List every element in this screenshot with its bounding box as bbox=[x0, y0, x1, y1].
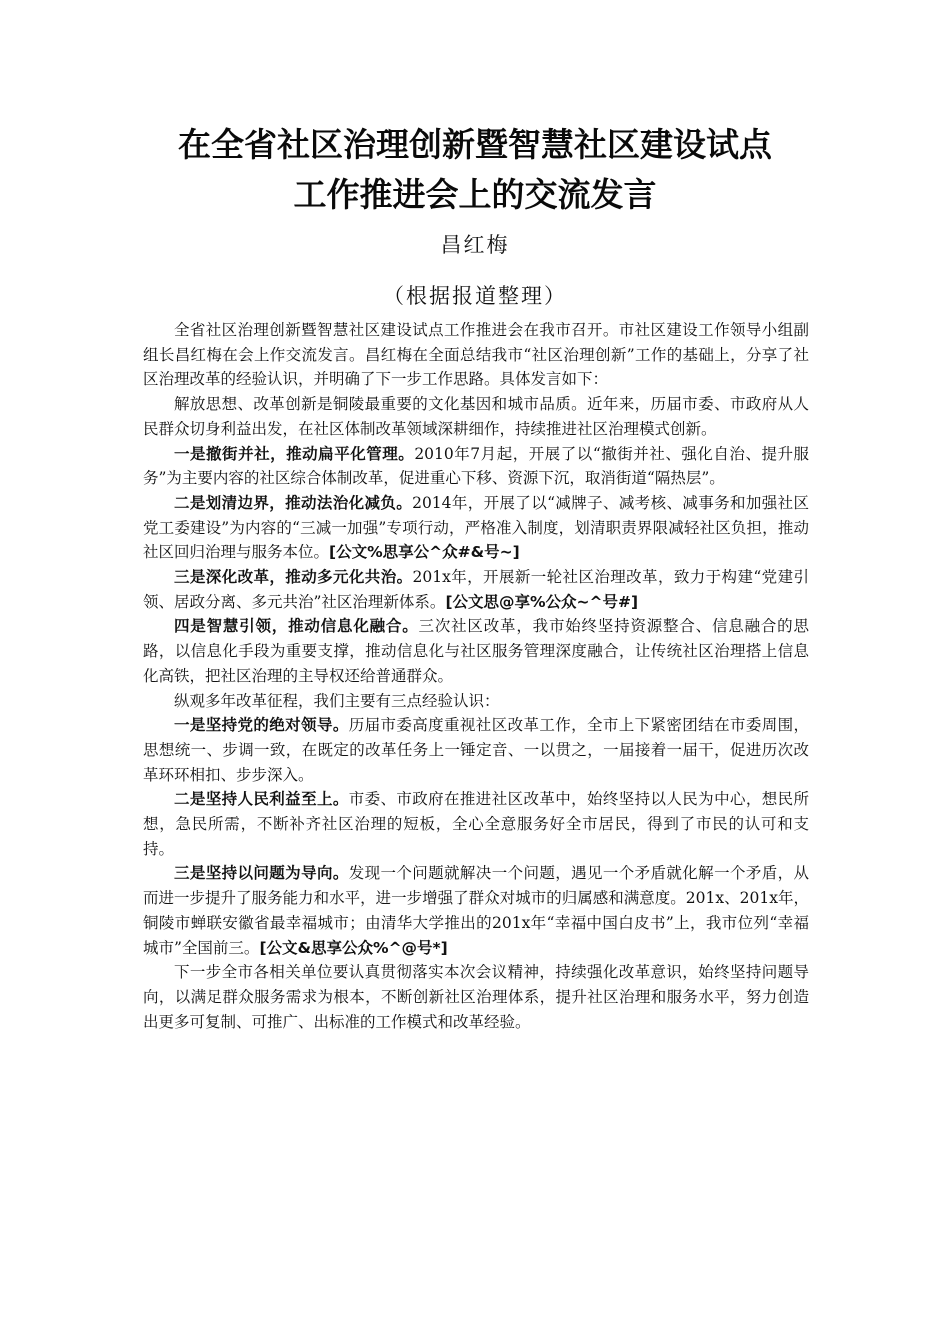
paragraph bbox=[143, 614, 809, 688]
paragraph-text: 历届市委高度重视社区改革工作，全市上下紧密团结在市委周围，思想统一、步调一致，在既定的改革任务上一锤定音、一以贯之，一届接着一届干，促进历次改革环环相扣、步步深入。 bbox=[143, 716, 809, 784]
paragraph-lead: 二是划清边界，推动法治化减负。 bbox=[174, 493, 413, 512]
paragraph bbox=[143, 318, 809, 392]
paragraph bbox=[143, 861, 809, 960]
paragraph-text: 2014年，开展了以“减牌子、减考核、减事务和加强社区党工委建设”为内容的“三减一加强”专项行动，严格准入制度，划清职责界限减轻社区负担，推动社区回归治理与服务本位。 bbox=[143, 493, 809, 562]
paragraph bbox=[143, 442, 809, 491]
author-name: 昌红梅 bbox=[440, 233, 510, 257]
document-title-line-2: 工作推进会上的交流发言 bbox=[293, 175, 657, 214]
source-note: （根据报道整理） bbox=[383, 284, 567, 308]
paragraph-text: 下一步全市各相关单位要认真贯彻落实本次会议精神，持续强化改革意识，始终坚持问题导向，以满足群众服务需求为根本，不断创新社区治理体系，提升社区治理和服务水平，努力创造出更多可复制、可推广、出标准的工作模式和改革经验。 bbox=[143, 963, 809, 1031]
paragraph-text: 市委、市政府在推进社区改革中，始终坚持以人民为中心，想民所想，急民所需，不断补齐社区治理的短板，全心全意服务好全市居民，得到了市民的认可和支持。 bbox=[143, 790, 809, 858]
watermark-tag: [公文思@享%公众~^号#] bbox=[445, 592, 639, 611]
paragraph-lead: 三是坚持以问题为导向。 bbox=[174, 864, 349, 883]
paragraph bbox=[143, 392, 809, 441]
paragraph bbox=[143, 689, 809, 714]
paragraph-text: 三次社区改革，我市始终坚持资源整合、信息融合的思路，以信息化手段为重要支撑，推动信息化与社区服务管理深度融合，让传统社区治理搭上信息化高铁，把社区治理的主导权还给普通群众。 bbox=[143, 617, 809, 685]
paragraph-text: 解放思想、改革创新是铜陵最重要的文化基因和城市品质。近年来，历届市委、市政府从人民群众切身利益出发，在社区体制改革领域深耕细作，持续推进社区治理模式创新。 bbox=[143, 395, 809, 438]
paragraph-lead: 四是智慧引领，推动信息化融合。 bbox=[174, 617, 419, 636]
paragraph-text: 全省社区治理创新暨智慧社区建设试点工作推进会在我市召开。市社区建设工作领导小组副组长昌红梅在会上作交流发言。昌红梅在全面总结我市“社区治理创新”工作的基础上，分享了社区治理改革的经验认识，并明确了下一步工作思路。具体发言如下： bbox=[143, 321, 809, 389]
watermark-tag: [公文&思享公众%^@号*] bbox=[259, 938, 448, 957]
paragraph-lead: 二是坚持人民利益至上。 bbox=[174, 790, 349, 809]
paragraph bbox=[143, 565, 809, 614]
paragraph bbox=[143, 960, 809, 1034]
paragraph-lead: 一是撤街并社，推动扁平化管理。 bbox=[174, 444, 415, 463]
paragraph-lead: 一是坚持党的绝对领导。 bbox=[174, 716, 349, 735]
paragraph bbox=[143, 713, 809, 787]
paragraph-text: 发现一个问题就解决一个问题，遇见一个矛盾就化解一个矛盾，从而进一步提升了服务能力和水平，进一步增强了群众对城市的归属感和满意度。201x、201x年，铜陵市蝉联安徽省最幸福城市；由清华大学推出的201x年“幸福中国白皮书”上，我市位列“幸福城市”全国前三。 bbox=[143, 864, 809, 957]
paragraph-text: 201x年，开展新一轮社区治理改革，致力于构建“党建引领、居政分离、多元共治”社区治理新体系。 bbox=[143, 568, 809, 611]
paragraph bbox=[143, 491, 809, 565]
watermark-tag: [公文%思享公^众#&号~] bbox=[329, 543, 520, 562]
paragraph-text: 纵观多年改革征程，我们主要有三点经验认识： bbox=[174, 691, 500, 710]
paragraph bbox=[143, 787, 809, 861]
paragraph-text: 2010年7月起，开展了以“撤街并社、强化自治、提升服务”为主要内容的社区综合体制改革，促进重心下移、资源下沉，取消街道“隔热层”。 bbox=[143, 444, 810, 488]
paragraph-lead: 三是深化改革，推动多元化共治。 bbox=[174, 568, 413, 587]
document-title-line-1: 在全省社区治理创新暨智慧社区建设试点 bbox=[178, 125, 772, 164]
document-body bbox=[143, 318, 809, 1034]
